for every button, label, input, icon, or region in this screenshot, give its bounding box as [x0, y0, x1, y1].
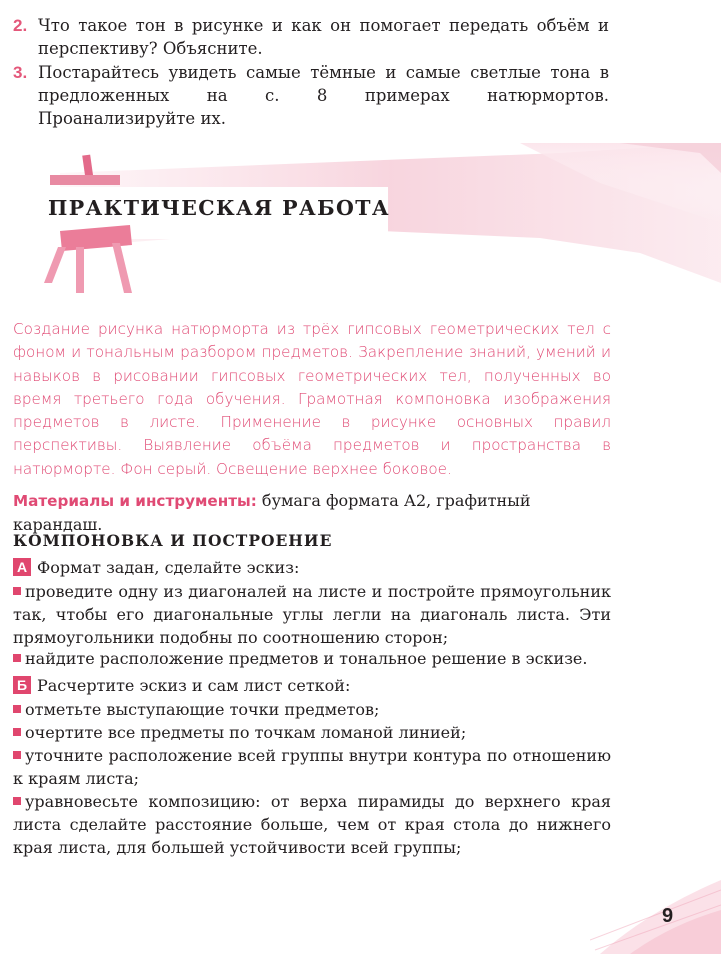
bullet-icon	[13, 705, 21, 713]
step-a	[13, 556, 611, 579]
materials-label: Материалы и инструменты:	[13, 492, 257, 510]
list-item: проведите одну из диагоналей на листе и постройте прямоугольник так, чтобы его диагональные углы легли на диагональ листа. Эти прямоугольники подобны по соотношению сторон;	[13, 582, 611, 647]
bullet-icon	[13, 751, 21, 759]
section-title: КОМПОНОВКА И ПОСТРОЕНИЕ	[13, 531, 333, 550]
list-item: уравновесьте композицию: от верха пирамиды до верхнего края листа сделайте расстояние больше, чем от края стола до нижнего края листа, для большей устойчивости всей группы;	[13, 792, 611, 857]
bullet-icon	[13, 728, 21, 736]
materials-line	[13, 489, 623, 536]
step-b	[13, 674, 611, 697]
corner-decoration	[590, 870, 721, 954]
question-3	[13, 61, 609, 130]
step-badge: А	[13, 558, 31, 576]
question-2	[13, 14, 609, 60]
banner-title: ПРАКТИЧЕСКАЯ РАБОТА	[48, 196, 390, 220]
question-number: 3.	[13, 63, 28, 82]
question-text: Что такое тон в рисунке и как он помогает передать объём и перспективу? Объясните.	[38, 16, 609, 58]
bullet-icon	[13, 654, 21, 662]
list-item: отметьте выступающие точки предметов;	[13, 698, 611, 721]
list-item: очертите все предметы по точкам ломаной линией;	[13, 721, 611, 744]
bullet-icon	[13, 587, 21, 595]
step-badge: Б	[13, 676, 31, 694]
page-number: 9	[662, 905, 674, 927]
materials-text: бумага формата А2, графитный карандаш.	[13, 491, 531, 534]
list-item: найдите расположение предметов и тональное решение в эскизе.	[13, 647, 611, 670]
banner-background	[0, 143, 721, 300]
question-number: 2.	[13, 16, 28, 35]
bullet-icon	[13, 797, 21, 805]
question-text: Постарайтесь увидеть самые тёмные и самые светлые тона в предложенных на с. 8 примерах натюрмортов. Проанализируйте их.	[38, 63, 609, 128]
step-text: Расчертите эскиз и сам лист сеткой:	[37, 676, 351, 695]
list-item: уточните расположение всей группы внутри контура по отношению к краям листа;	[13, 746, 611, 788]
task-description: Создание рисунка натюрморта из трёх гипсовых геометрических тел с фоном и тональным разбором предметов. Закрепление знаний, умений и навыков в рисовании гипсовых геометрических тел, полученных во время третьего года обучения. Грамотная компоновка изображения предметов в листе. Применение в рисунке основных правил перспективы. Выявление объёма предметов и пространства в натюрморте. Фон серый. Освещение верхнее боковое.	[13, 320, 611, 478]
step-text: Формат задан, сделайте эскиз:	[37, 558, 300, 577]
